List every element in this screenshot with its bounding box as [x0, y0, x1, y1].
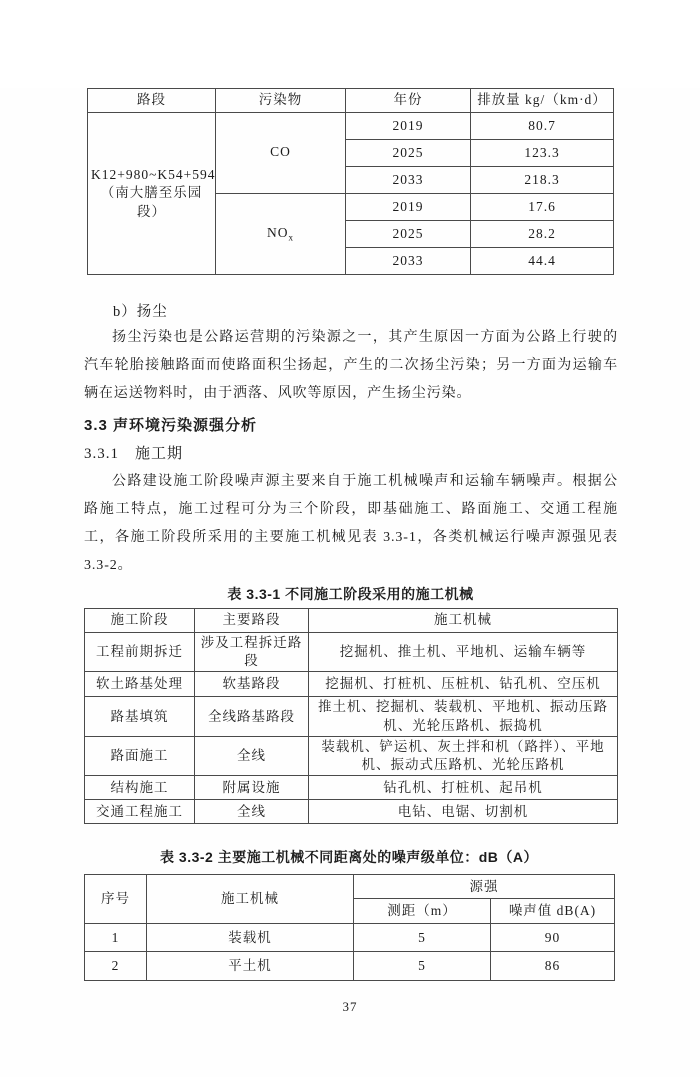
- machines-cell: 装载机、铲运机、灰土拌和机（路拌）、平地机、振动式压路机、光轮压路机: [309, 736, 618, 775]
- distance-cell: 5: [354, 924, 491, 952]
- table-row: [85, 952, 615, 981]
- emission-header-year: 年份: [346, 89, 471, 113]
- section-cell: 附属设施: [195, 776, 309, 800]
- t331-header-stage: 施工阶段: [85, 609, 195, 633]
- distance-cell: 5: [354, 952, 491, 981]
- table-header-row: [85, 609, 618, 633]
- t332-header-no: 序号: [85, 875, 147, 924]
- machines-cell: 电钻、电锯、切割机: [309, 800, 618, 824]
- pollutant-nox-cell: [216, 194, 346, 275]
- amount-cell: 28.2: [471, 221, 614, 248]
- year-cell: 2025: [346, 221, 471, 248]
- year-cell: 2033: [346, 248, 471, 275]
- section-cell: 全线: [195, 736, 309, 775]
- heading-dust: b）扬尘: [113, 304, 168, 320]
- pollutant-nox-label: NO: [267, 225, 289, 241]
- table-header-row: [85, 875, 615, 899]
- machines-cell: 挖掘机、打桩机、压桩机、钻孔机、空压机: [309, 672, 618, 697]
- noise-cell: 90: [491, 924, 615, 952]
- stage-cell: 软土路基处理: [85, 672, 195, 697]
- machine-noise-table: [84, 874, 615, 981]
- pollutant-co-cell: [216, 113, 346, 194]
- amount-cell: 123.3: [471, 140, 614, 167]
- t331-header-machines: 施工机械: [309, 609, 618, 633]
- table-332-caption: 表 3.3-2 主要施工机械不同距离处的噪声级单位：dB（A）: [160, 849, 538, 866]
- page-number: 37: [342, 999, 358, 1015]
- amount-cell: 44.4: [471, 248, 614, 275]
- table-row: [85, 672, 618, 697]
- machine-cell: 平土机: [147, 952, 354, 981]
- amount-cell: 218.3: [471, 167, 614, 194]
- stage-cell: 工程前期拆迁: [85, 633, 195, 672]
- year-cell: 2025: [346, 140, 471, 167]
- heading-3-3: 3.3 声环境污染源强分析: [84, 417, 258, 434]
- section-cell: 全线路基路段: [195, 697, 309, 736]
- amount-cell: 17.6: [471, 194, 614, 221]
- table-331-caption: 表 3.3-1 不同施工阶段采用的施工机械: [227, 586, 474, 602]
- heading-3-3-1: 3.3.1 施工期: [84, 446, 184, 462]
- table-row: [85, 800, 618, 824]
- machines-cell: 推土机、挖掘机、装载机、平地机、振动压路机、光轮压路机、振捣机: [309, 697, 618, 736]
- stage-cell: 路基填筑: [85, 697, 195, 736]
- table-row: [85, 697, 618, 736]
- table-row: [88, 113, 614, 140]
- stage-cell: 交通工程施工: [85, 800, 195, 824]
- t332-header-machine: 施工机械: [147, 875, 354, 924]
- document-page: [0, 88, 700, 1077]
- emission-table: [87, 88, 614, 275]
- stage-cell: 路面施工: [85, 736, 195, 775]
- stage-cell: 结构施工: [85, 776, 195, 800]
- machines-cell: 挖掘机、推土机、平地机、运输车辆等: [309, 633, 618, 672]
- table-row: [85, 633, 618, 672]
- year-cell: 2033: [346, 167, 471, 194]
- pollutant-co-label: CO: [270, 144, 291, 160]
- paragraph-construction-noise: 公路建设施工阶段噪声源主要来自于施工机械噪声和运输车辆噪声。根据公路施工特点，施工过程可分为三个阶段，即基础施工、路面施工、交通工程施工，各施工阶段所采用的主要施工机械见表 3.3-1，各类机械运行噪声源强见表 3.3-2。: [84, 474, 618, 573]
- paragraph-dust: 扬尘污染也是公路运营期的污染源之一，其产生原因一方面为公路上行驶的汽车轮胎接触路面而使路面积尘扬起，产生的二次扬尘污染；另一方面为运输车辆在运送物料时，由于洒落、风吹等原因，产生扬尘污染。: [84, 330, 618, 401]
- machine-cell: 装载机: [147, 924, 354, 952]
- table-row: [85, 776, 618, 800]
- t331-header-section: 主要路段: [195, 609, 309, 633]
- section-cell: 软基路段: [195, 672, 309, 697]
- noise-cell: 86: [491, 952, 615, 981]
- emission-header-road: 路段: [88, 89, 216, 113]
- year-cell: 2019: [346, 113, 471, 140]
- table-row: [85, 924, 615, 952]
- pollutant-nox-sub: x: [288, 232, 294, 243]
- no-cell: 2: [85, 952, 147, 981]
- year-cell: 2019: [346, 194, 471, 221]
- no-cell: 1: [85, 924, 147, 952]
- table-row: [85, 736, 618, 775]
- amount-cell: 80.7: [471, 113, 614, 140]
- t332-header-distance: 测距（m）: [354, 899, 491, 924]
- section-cell: 涉及工程拆迁路段: [195, 633, 309, 672]
- t332-header-source-strength: 源强: [354, 875, 615, 899]
- road-section-cell: K12+980~K54+594（南大膳至乐园段）: [88, 113, 216, 275]
- emission-header-pollutant: 污染物: [216, 89, 346, 113]
- machines-cell: 钻孔机、打桩机、起吊机: [309, 776, 618, 800]
- construction-stage-table: [84, 608, 618, 824]
- section-cell: 全线: [195, 800, 309, 824]
- emission-header-amount: 排放量 kg/（km·d）: [471, 89, 614, 113]
- table-header-row: [88, 89, 614, 113]
- t332-header-noise-value: 噪声值 dB(A): [491, 899, 615, 924]
